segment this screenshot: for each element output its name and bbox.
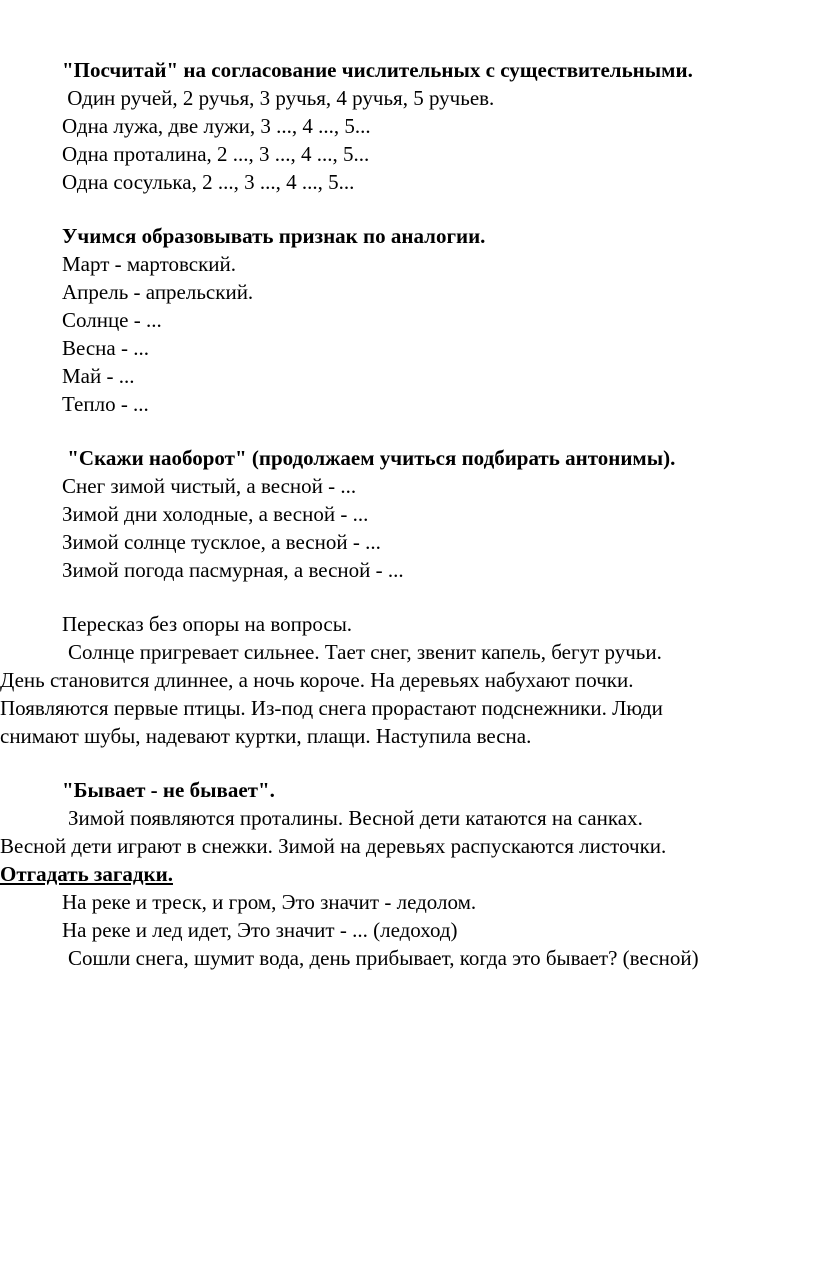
text-line: Март - мартовский. <box>62 252 237 276</box>
text-line: Одна сосулька, 2 ..., 3 ..., 4 ..., 5... <box>62 170 355 194</box>
spacer <box>0 418 816 444</box>
text-line: Весна - ... <box>62 336 149 360</box>
paragraph-line: Зимой появляются проталины. Весной дети катаются на санках. <box>68 806 643 830</box>
section-heading-riddles: Отгадать загадки. <box>0 862 173 886</box>
paragraph-line: Появляются первые птицы. Из-под снега прорастают подснежники. Люди <box>0 696 663 720</box>
text-line: Тепло - ... <box>62 392 149 416</box>
text-line: Зимой дни холодные, а весной - ... <box>62 502 369 526</box>
spacer <box>0 196 816 222</box>
spacer <box>0 584 816 610</box>
section-heading-happens: "Бывает - не бывает". <box>62 778 275 802</box>
text-line: Зимой солнце тусклое, а весной - ... <box>62 530 381 554</box>
riddle-line: На реке и лед идет, Это значит - ... (ледоход) <box>62 918 458 942</box>
paragraph-line: День становится длиннее, а ночь короче. На деревьях набухают почки. <box>0 668 634 692</box>
text-line: Апрель - апрельский. <box>62 280 254 304</box>
riddle-line: Сошли снега, шумит вода, день прибывает, когда это бывает? (весной) <box>68 946 699 970</box>
text-line: Одна лужа, две лужи, 3 ..., 4 ..., 5... <box>62 114 371 138</box>
section-heading-analogy: Учимся образовывать признак по аналогии. <box>62 224 486 248</box>
text-line: Снег зимой чистый, а весной - ... <box>62 474 357 498</box>
text-line: Один ручей, 2 ручья, 3 ручья, 4 ручья, 5 ручьев. <box>62 86 495 110</box>
section-heading-antonyms: "Скажи наоборот" (продолжаем учиться подбирать антонимы). <box>62 446 676 470</box>
section-heading-retelling: Пересказ без опоры на вопросы. <box>62 612 353 636</box>
paragraph-line: Весной дети играют в снежки. Зимой на деревьях распускаются листочки. <box>0 834 667 858</box>
text-line: Одна проталина, 2 ..., 3 ..., 4 ..., 5... <box>62 142 370 166</box>
text-line: Солнце - ... <box>62 308 162 332</box>
riddle-line: На реке и треск, и гром, Это значит - ледолом. <box>62 890 477 914</box>
text-line: Май - ... <box>62 364 135 388</box>
spacer <box>0 750 816 776</box>
text-line: Зимой погода пасмурная, а весной - ... <box>62 558 404 582</box>
paragraph-line: снимают шубы, надевают куртки, плащи. Наступила весна. <box>0 724 532 748</box>
paragraph-line: Солнце пригревает сильнее. Тает снег, звенит капель, бегут ручьи. <box>68 640 662 664</box>
document-page <box>0 56 816 972</box>
section-heading-count: "Посчитай" на согласование числительных с существительными. <box>62 58 693 82</box>
